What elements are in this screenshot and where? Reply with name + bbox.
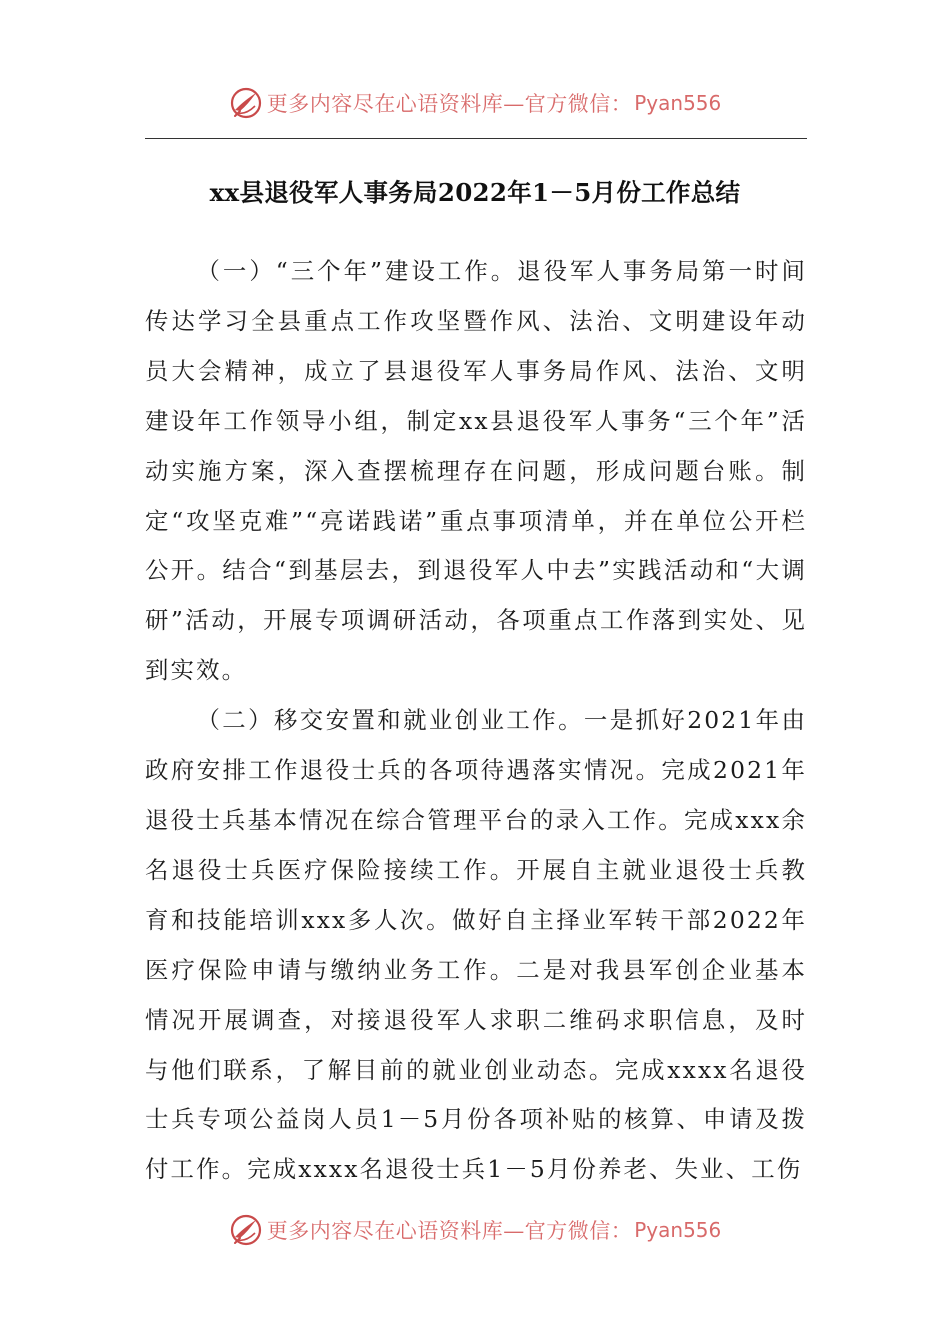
quill-pen-logo-icon — [229, 86, 263, 120]
header-brand-text: 更多内容尽在心语资料库—官方微信： — [266, 92, 633, 116]
paragraph-placement-employment: （二）移交安置和就业创业工作。一是抓好2021年由政府安排工作退役士兵的各项待遇落实情况。完成2021年退役士兵基本情况在综合管理平台的录入工作。完成xxx余名退役士兵医疗保险接续工作。开展自主就业退役士兵教育和技能培训xxx多人次。做好自主择业军转干部2022年医疗保险申请与缴纳业务工作。二是对我县军创企业基本情况开展调查，对接退役军人求职二维码求职信息，及时与他们联系，了解目前的就业创业动态。完成xxxx名退役士兵专项公益岗人员1－5月份各项补贴的核算、申请及拨付工作。完成xxxx名退役士兵1－5月份养老、失业、工伤 — [145, 706, 807, 1184]
quill-pen-logo-icon — [229, 1213, 263, 1247]
footer-brand-banner — [0, 1208, 950, 1252]
footer-brand-handle: Pyan556 — [634, 1218, 722, 1242]
document-body — [145, 247, 807, 1195]
paragraph-three-years: （一）“三个年”建设工作。退役军人事务局第一时间传达学习全县重点工作攻坚暨作风、法治、文明建设年动员大会精神，成立了县退役军人事务局作风、法治、文明建设年工作领导小组，制定xx县退役军人事务“三个年”活动实施方案，深入查摆梳理存在问题，形成问题台账。制定“攻坚克难”“亮诺践诺”重点事项清单，并在单位公开栏公开。结合“到基层去，到退役军人中去”实践活动和“大调研”活动，开展专项调研活动，各项重点工作落到实处、见到实效。 — [145, 257, 807, 685]
document-title: xx县退役军人事务局2022年1－5月份工作总结 — [209, 178, 741, 207]
header-brand-banner — [0, 81, 950, 125]
header-divider — [145, 138, 807, 139]
header-brand-handle: Pyan556 — [634, 91, 722, 115]
footer-brand-text: 更多内容尽在心语资料库—官方微信： — [266, 1219, 633, 1243]
